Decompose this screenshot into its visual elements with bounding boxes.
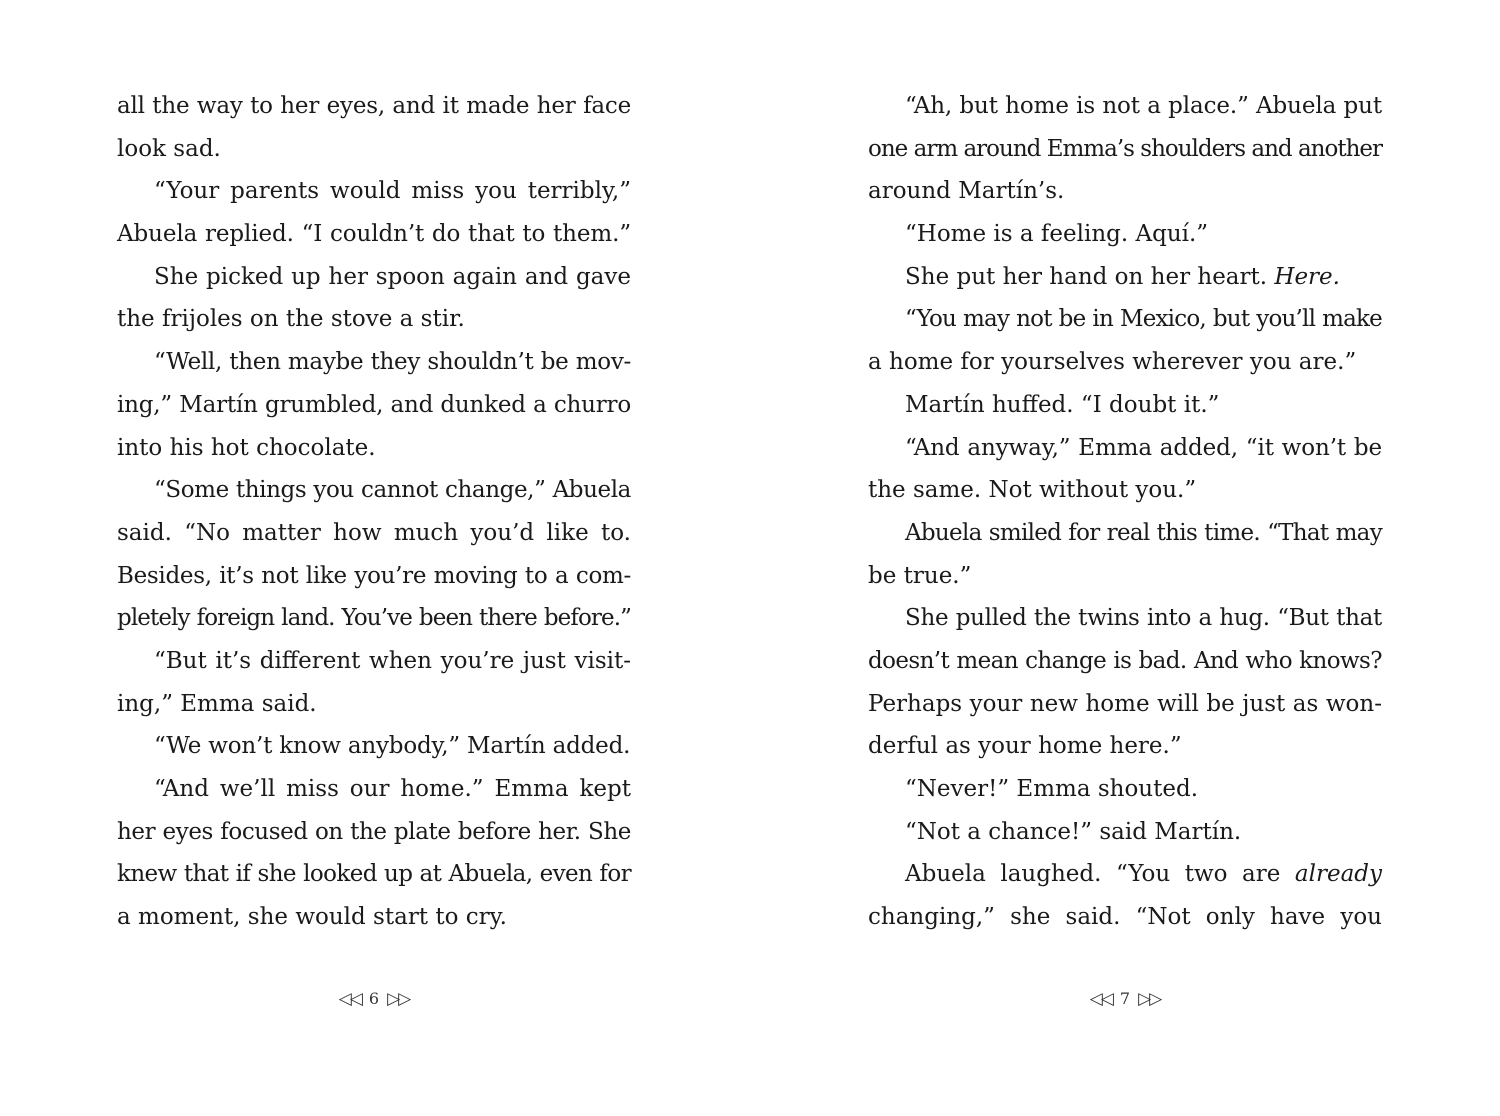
text-line: into his hot chocolate. bbox=[117, 434, 376, 461]
text-line: “And we’ll miss our home.” Emma kept bbox=[154, 776, 631, 802]
text-line: a home for yourselves wherever you are.” bbox=[868, 349, 1357, 376]
text-line: “But it’s different when you’re just visit- bbox=[154, 647, 631, 674]
page-number: 6 bbox=[368, 989, 380, 1008]
text-line: ing,” Emma said. bbox=[117, 690, 317, 717]
text-line: Besides, it’s not like you’re moving to a com- bbox=[117, 562, 631, 589]
text-line: She pulled the twins into a hug. “But that bbox=[905, 605, 1382, 632]
text-line: derful as your home here.” bbox=[868, 733, 1182, 760]
italic-text: already bbox=[1294, 861, 1382, 888]
text-line: pletely foreign land. You’ve been there before.” bbox=[117, 605, 631, 632]
text-segment: She put her hand on her heart. bbox=[905, 263, 1268, 290]
text-line: “You may not be in Mexico, but you’ll make bbox=[905, 306, 1382, 333]
next-page-icon[interactable]: ▷▷ bbox=[387, 988, 410, 1009]
text-line: “Some things you cannot change,” Abuela bbox=[154, 477, 631, 504]
text-line: “Never!” Emma shouted. bbox=[905, 776, 1199, 802]
text-line: “We won’t know anybody,” Martín added. bbox=[154, 733, 631, 760]
text-line: a moment, she would start to cry. bbox=[117, 904, 507, 931]
text-line: the same. Not without you.” bbox=[868, 477, 1197, 504]
left-page bbox=[117, 85, 631, 939]
text-line: all the way to her eyes, and it made her face bbox=[117, 93, 631, 119]
page-number-left bbox=[117, 988, 631, 1009]
text-segment: Abuela laughed. “You two are bbox=[905, 861, 1281, 888]
page-number: 7 bbox=[1119, 989, 1131, 1008]
text-line: “Home is a feeling. Aquí.” bbox=[905, 221, 1209, 248]
text-line: doesn’t mean change is bad. And who knows? bbox=[868, 647, 1382, 674]
text-line: “Your parents would miss you terribly,” bbox=[154, 178, 631, 205]
text-line: Perhaps your new home will be just as won- bbox=[868, 690, 1382, 717]
next-page-icon[interactable]: ▷▷ bbox=[1138, 988, 1161, 1009]
page-number-right bbox=[868, 988, 1382, 1009]
text-line: “And anyway,” Emma added, “it won’t be bbox=[905, 434, 1382, 461]
right-page bbox=[868, 85, 1382, 939]
text-line: around Martín’s. bbox=[868, 178, 1065, 205]
italic-text: Here. bbox=[1274, 263, 1340, 290]
text-line: “Well, then maybe they shouldn’t be mov- bbox=[154, 349, 631, 376]
text-line: changing,” she said. “Not only have you bbox=[868, 904, 1382, 931]
text-line: look sad. bbox=[117, 135, 221, 162]
text-line: ing,” Martín grumbled, and dunked a churro bbox=[117, 391, 631, 418]
text-line bbox=[868, 853, 1382, 896]
text-line: Martín huffed. “I doubt it.” bbox=[905, 391, 1220, 418]
text-line: be true.” bbox=[868, 562, 972, 589]
text-line bbox=[868, 256, 1382, 299]
text-line: said. “No matter how much you’d like to. bbox=[117, 519, 631, 546]
prev-page-icon[interactable]: ◁◁ bbox=[1089, 988, 1112, 1009]
text-line: She picked up her spoon again and gave bbox=[154, 263, 631, 290]
text-line: Abuela replied. “I couldn’t do that to them.” bbox=[117, 221, 631, 248]
text-line: knew that if she looked up at Abuela, even for bbox=[117, 861, 631, 888]
text-line: Abuela smiled for real this time. “That may bbox=[905, 519, 1382, 546]
prev-page-icon[interactable]: ◁◁ bbox=[338, 988, 361, 1009]
text-line: “Ah, but home is not a place.” Abuela put bbox=[905, 93, 1382, 119]
text-line: “Not a chance!” said Martín. bbox=[905, 818, 1242, 845]
text-line: one arm around Emma’s shoulders and another bbox=[868, 135, 1382, 162]
text-line: the frijoles on the stove a stir. bbox=[117, 306, 465, 333]
text-line: her eyes focused on the plate before her. She bbox=[117, 818, 631, 845]
